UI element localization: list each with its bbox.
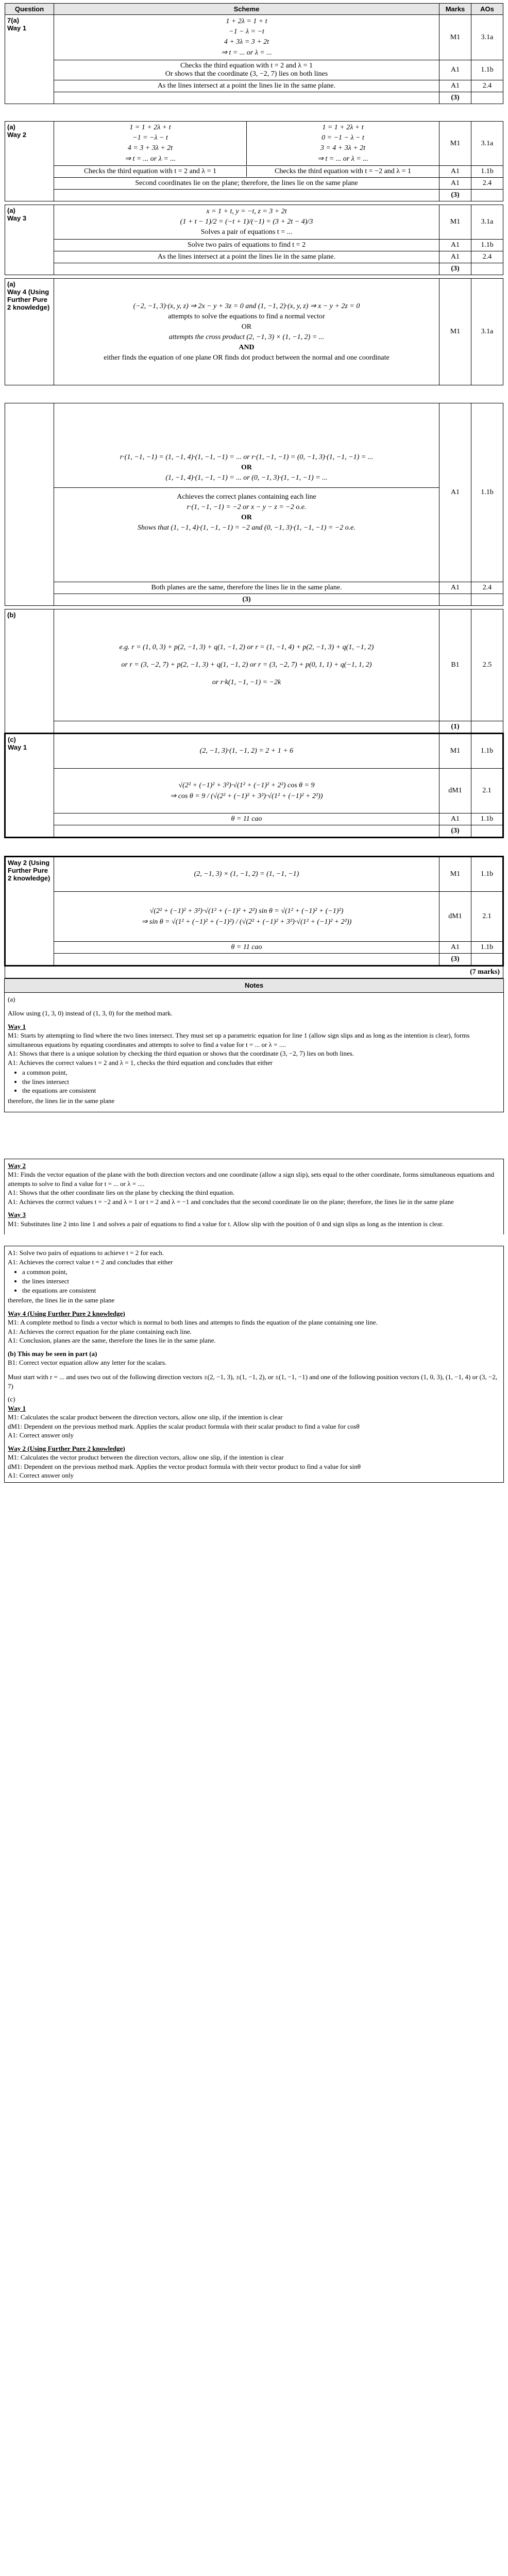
equation-line: or r·k(1, −1, −1) = −2k — [212, 679, 281, 686]
question-number: (a) — [7, 123, 15, 131]
mark-cell: M1 — [439, 857, 471, 892]
way-title: Way 1 — [8, 1022, 26, 1030]
total-marks: (3) — [439, 825, 471, 838]
ao-cell: 1.1b — [471, 240, 503, 251]
note-text: A1: Shows that there is a unique solution by checking the third equation or shows that the coordinate (3, −2, 7) lies on both lines. — [8, 1049, 354, 1058]
mark-scheme-page — [4, 3, 504, 1483]
scheme-cell — [54, 60, 439, 80]
equation-line: Achieves the correct planes containing each line — [177, 493, 316, 501]
ao-cell: 2.1 — [471, 769, 503, 814]
a-way1-row2 — [5, 60, 503, 80]
mark-cell: A1 — [439, 942, 471, 954]
note-text: A1: Achieves the correct value t = 2 and concludes that either — [8, 1258, 173, 1266]
scheme-text: As the lines intersect at a point the lines lie in the same plane. — [54, 251, 439, 263]
ao-cell: 3.1a — [471, 205, 503, 240]
mark-cell: dM1 — [439, 769, 471, 814]
mark-cell: A1 — [439, 814, 471, 825]
scheme-cell — [54, 15, 439, 60]
notes-continued-2 — [4, 1246, 504, 1483]
ao-cell: 2.1 — [471, 892, 503, 942]
right-equations — [246, 122, 439, 165]
empty-cell — [54, 190, 439, 201]
question-number: (a) — [7, 280, 15, 288]
a-way2-row3 — [5, 178, 503, 190]
note-text: M1: Substitutes line 2 into line 1 and solves a pair of equations to find a value for t. Allow slip with the position of 0 and sign slips as long as the intention is clear. — [8, 1219, 444, 1228]
empty-cell — [54, 92, 439, 104]
header-marks: Marks — [439, 4, 471, 15]
empty-cell — [471, 92, 503, 104]
equation-line: 1 + 2λ = 1 + t — [226, 18, 267, 25]
a-way4b-row2 — [5, 582, 503, 594]
scheme-cell — [54, 769, 439, 814]
a-way2-row1 — [5, 122, 503, 166]
empty-cell — [439, 594, 471, 606]
table-header — [5, 4, 503, 15]
ao-cell: 1.1b — [471, 942, 503, 954]
question-cell — [5, 205, 54, 275]
equation-line: √(2² + (−1)² + 3²)·√(1² + (−1)² + 2²) sin θ = √(1² + (−1)² + (−1)²) — [149, 907, 344, 915]
header-aos: AOs — [471, 4, 503, 15]
spacer — [5, 201, 503, 205]
c-way1-total — [5, 825, 503, 838]
equation-line: ⇒ t = ... or λ = ... — [317, 155, 368, 163]
mark-scheme-table — [4, 3, 504, 978]
spacer — [5, 385, 503, 403]
c-way1-row1 — [5, 734, 503, 769]
way-label: Way 1 — [8, 743, 27, 751]
empty-cell — [471, 263, 503, 275]
equation-line: 1 = 1 + 2λ + t — [322, 124, 364, 131]
equation-line: 0 = −1 − λ − t — [321, 134, 364, 142]
total-marks: (3) — [439, 92, 471, 104]
empty-question-cell — [5, 403, 54, 606]
part-label: (c) — [8, 1395, 15, 1403]
way-title: Way 2 (Using Further Pure 2 knowledge) — [8, 1444, 125, 1452]
ao-cell: 2.4 — [471, 80, 503, 92]
a-way3-row2 — [5, 240, 503, 251]
scheme-text: Second coordinates lie on the plane; therefore, the lines lie on the same plane — [54, 178, 439, 190]
c-way1-row2 — [5, 769, 503, 814]
a-way4b-total — [5, 594, 503, 606]
bullet-list — [22, 1068, 500, 1095]
left-equations — [54, 122, 246, 165]
list-item: • the lines intersect — [22, 1277, 500, 1286]
part-label: (a) — [8, 995, 15, 1003]
equation-line: Shows that (1, −1, 4)·(1, −1, −1) = −2 and (0, −1, 3)·(1, −1, −1) = −2 o.e. — [137, 523, 356, 532]
a-way3-row3 — [5, 251, 503, 263]
equation-line: (1, −1, 4)·(1, −1, −1) = ... or (0, −1, 3)·(1, −1, −1) = ... — [165, 473, 328, 482]
c-way2-row1 — [5, 857, 503, 892]
ao-cell: 3.1a — [471, 122, 503, 166]
note-text: M1: Starts by attempting to find where the two lines intersect. They must set up a parametric equation for line 1 (allow sign slips and as long as the intention is clear), forms simultaneous equations by equating coordinates and attempts to solve to find a value for t = ... or λ = .... — [8, 1031, 470, 1048]
way-title: Way 4 (Using Further Pure 2 knowledge) — [8, 1309, 125, 1317]
page-gap — [4, 1112, 504, 1159]
or-label: OR — [241, 463, 252, 471]
way-label: Way 2 — [7, 131, 27, 139]
way-title: Way 3 — [8, 1211, 26, 1219]
two-column-equations — [54, 122, 439, 165]
equation-line: (1 + t − 1)/2 = (−t + 1)/(−1) = (3 + 2t − 4)/3 — [180, 218, 313, 226]
ao-cell: 1.1b — [471, 166, 503, 178]
empty-cell — [54, 263, 439, 275]
a-way1-total — [5, 92, 503, 104]
empty-cell — [54, 825, 439, 838]
mark-cell: M1 — [439, 734, 471, 769]
mark-cell: A1 — [439, 582, 471, 594]
way-label: Way 1 — [7, 24, 27, 32]
ao-cell: 3.1a — [471, 279, 503, 385]
note-text: dM1: Dependent on the previous method mark. Applies the scalar product formula with their scalar product to find a value for cosθ — [8, 1422, 360, 1430]
empty-cell — [471, 190, 503, 201]
scheme-cell — [54, 403, 439, 582]
b-row1 — [5, 609, 503, 721]
question-cell: Way 2 (Using Further Pure 2 knowledge) — [5, 857, 54, 966]
check-left: Checks the third equation with t = 2 and λ = 1 — [83, 167, 217, 175]
equation-line: √(2² + (−1)² + 3²)·√(1² + (−1)² + 2²) cos θ = 9 — [178, 781, 315, 789]
equation-line: 1 = 1 + 2λ + t — [129, 124, 171, 131]
total-marks: (1) — [439, 721, 471, 734]
a-way2-total — [5, 190, 503, 201]
bullet-list — [22, 1267, 500, 1295]
equation-line: attempts to solve the equations to find a normal vector — [168, 312, 325, 320]
note-text: M1: Calculates the vector product between the direction vectors, allow one slip, if the intention is clear — [8, 1453, 284, 1462]
equation-line: e.g. r = (1, 0, 3) + p(2, −1, 3) + q(1, −1, 2) or r = (1, −1, 4) + p(2, −1, 3) + q(1, −1, 2) — [119, 643, 374, 651]
total-marks: (3) — [439, 263, 471, 275]
way-title: Way 1 — [8, 1404, 26, 1412]
equation-line: x = 1 + t, y = −t, z = 3 + 2t — [206, 208, 287, 215]
mark-cell: M1 — [439, 205, 471, 240]
scheme-cell — [54, 122, 439, 166]
c-way1-row3 — [5, 814, 503, 825]
empty-cell — [54, 721, 439, 734]
mark-cell: A1 — [439, 403, 471, 582]
scheme-cell — [54, 892, 439, 942]
c-way2-total — [5, 954, 503, 966]
scheme-text: Both planes are the same, therefore the lines lie in the same plane. — [54, 582, 439, 594]
ao-cell: 1.1b — [471, 814, 503, 825]
empty-cell — [471, 594, 503, 606]
equation-line: θ = 11 cao — [54, 942, 439, 954]
equation-line: ⇒ t = ... or λ = ... — [125, 155, 176, 163]
or-label: OR — [241, 323, 252, 331]
equation-line: (2, −1, 3) × (1, −1, 2) = (1, −1, −1) — [54, 857, 439, 892]
equation-line: (−2, −1, 3)·(x, y, z) ⇒ 2x − y + 3z = 0 and (1, −1, 2)·(x, y, z) ⇒ x − y + 2z = 0 — [133, 302, 360, 310]
total-marks: (3) — [54, 594, 439, 606]
question-cell — [5, 734, 54, 838]
equation-line: ⇒ t = ... or λ = ... — [221, 49, 272, 57]
scheme-text: Solve two pairs of equations to find t = 2 — [54, 240, 439, 251]
a-way1-row1 — [5, 15, 503, 60]
list-item: • the equations are consistent — [22, 1286, 500, 1295]
empty-cell — [471, 954, 503, 966]
ao-cell: 1.1b — [471, 403, 503, 582]
c-way2-row2 — [5, 892, 503, 942]
ao-cell: 2.4 — [471, 178, 503, 190]
equation-line: 4 = 3 + 3λ + 2t — [127, 144, 173, 152]
scheme-cell — [54, 205, 439, 240]
grand-total: (7 marks) — [5, 966, 503, 978]
note-text: dM1: Dependent on the previous method mark. Applies the vector product formula with their vector product to find a value for sinθ — [8, 1462, 361, 1470]
question-cell — [5, 15, 54, 104]
scheme-text: Or shows that the coordinate (3, −2, 7) lies on both lines — [165, 70, 328, 78]
scheme-text: As the lines intersect at a point the lines lie in the same plane. — [54, 80, 439, 92]
total-marks: (3) — [439, 190, 471, 201]
scheme-cell — [54, 609, 439, 721]
empty-cell — [471, 825, 503, 838]
note-text: A1: Conclusion, planes are the same, therefore the lines lie in the same plane. — [8, 1336, 216, 1345]
header-question: Question — [5, 4, 54, 15]
header-scheme: Scheme — [54, 4, 439, 15]
total-marks: (3) — [439, 954, 471, 966]
question-cell — [5, 279, 54, 385]
mark-cell: M1 — [439, 15, 471, 60]
note-text: M1: A complete method to finds a vector which is normal to both lines and attempts to finds the equation of the plane containing one line. — [8, 1318, 378, 1327]
equation-line: or r = (3, −2, 7) + p(2, −1, 3) + q(1, −1, 2) or r = (3, −2, 7) + p(0, 1, 1) + q(−1, 1, 2) — [121, 661, 372, 669]
equation-line: either finds the equation of one plane OR finds dot product between the normal and one coordinate — [104, 353, 390, 362]
empty-cell — [54, 954, 439, 966]
mark-cell: dM1 — [439, 892, 471, 942]
note-text: therefore, the lines lie in the same plane — [8, 1097, 115, 1105]
c-way2-row3 — [5, 942, 503, 954]
ao-cell: 2.5 — [471, 609, 503, 721]
a-way1-row3 — [5, 80, 503, 92]
way-label: Way 4 (Using Further Pure 2 knowledge) — [7, 288, 50, 311]
question-number: (b) — [5, 609, 54, 734]
grand-total-row — [5, 966, 503, 978]
b-total — [5, 721, 503, 734]
note-text: A1: Achieves the correct values t = 2 and λ = 1, checks the third equation and concludes that either — [8, 1058, 273, 1066]
way-label: Way 3 — [7, 214, 27, 222]
note-text: A1: Correct answer only — [8, 1471, 74, 1480]
mark-cell: A1 — [439, 80, 471, 92]
page-gap — [4, 1234, 504, 1246]
note-text: Must start with r = ... and uses two out of the following direction vectors ±(2, −1, 3), ±(1, −1, 2), or ±(1, −1, −1) and one of the following position vectors (1, 0, 3), (1, −1, 4) or (3, −2, 7) — [8, 1372, 498, 1390]
equation-line: r·(1, −1, −1) = (1, −1, 4)·(1, −1, −1) = ... or r·(1, −1, −1) = (0, −1, 3)·(1, −1, −1) = ... — [120, 453, 374, 461]
ao-cell: 1.1b — [471, 857, 503, 892]
empty-cell — [471, 721, 503, 734]
note-text: A1: Achieves the correct equation for the plane containing each line. — [8, 1327, 192, 1335]
equation-line: 3 = 4 + 3λ + 2t — [320, 144, 366, 152]
ao-cell: 2.4 — [471, 251, 503, 263]
mark-cell: B1 — [439, 609, 471, 721]
note-text: Allow using (1, 3, 0) instead of (1, 3, 0) for the method mark. — [8, 1009, 173, 1018]
part-title: (b) This may be seen in part (a) — [8, 1349, 97, 1358]
notes-section — [4, 978, 504, 1112]
ao-cell: 2.4 — [471, 582, 503, 594]
note-text: A1: Solve two pairs of equations to achieve t = 2 for each. — [8, 1249, 164, 1257]
note-text: A1: Achieves the correct values t = −2 and λ = 1 or t = 2 and λ = −1 and concludes that the second coordinate lie on the plane; therefore, the lines lie in the same plane — [8, 1197, 454, 1206]
notes-continued — [4, 1159, 504, 1235]
spacer — [5, 104, 503, 122]
a-way4-row1 — [5, 279, 503, 385]
scheme-cell — [54, 166, 439, 178]
mark-cell: M1 — [439, 122, 471, 166]
notes-title: Notes — [5, 979, 503, 993]
and-label: AND — [239, 343, 255, 351]
mark-cell: A1 — [439, 251, 471, 263]
note-text: A1: Shows that the other coordinate lies on the plane by checking the third equation. — [8, 1189, 235, 1197]
mark-cell: A1 — [439, 240, 471, 251]
spacer — [5, 606, 503, 609]
equation-line: r·(1, −1, −1) = −2 or x − y − z = −2 o.e. — [187, 503, 307, 511]
question-number: (a) — [7, 207, 15, 214]
note-text: A1: Correct answer only — [8, 1431, 74, 1439]
note-text: B1: Correct vector equation allow any letter for the scalars. — [8, 1359, 167, 1367]
scheme-text: Checks the third equation with t = 2 and λ = 1 — [180, 62, 313, 70]
equation-line: 4 + 3λ = 3 + 2t — [224, 38, 269, 46]
check-right: Checks the third equation with t = −2 and λ = 1 — [246, 166, 439, 177]
or-label: OR — [241, 513, 252, 521]
equation-line: −1 − λ = −t — [229, 28, 264, 36]
equation-line: −1 = −λ − t — [132, 134, 168, 142]
equation-line: (2, −1, 3)·(1, −1, 2) = 2 + 1 + 6 — [54, 734, 439, 769]
note-text: M1: Finds the vector equation of the plane with the both direction vectors and one coordinate (allow a sign slip), sets equal to the other coordinate, forms simultaneous equations and attempts to solve to find a value for t = ... or λ = .... — [8, 1171, 495, 1188]
list-item: • the lines intersect — [22, 1077, 500, 1087]
list-item: • a common point, — [22, 1267, 500, 1277]
equation-line: ⇒ cos θ = 9 / (√(2² + (−1)² + 3²)·√(1² + (−1)² + 2²)) — [170, 792, 323, 800]
equation-line: Solves a pair of equations t = ... — [200, 228, 293, 236]
equation-line: ⇒ sin θ = √(1² + (−1)² + (−1)²) / (√(2² + (−1)² + 3²)·√(1² + (−1)² + 2²)) — [141, 918, 352, 926]
question-number: (c) — [8, 736, 16, 743]
equation-line: attempts the cross product (2, −1, 3) × (1, −1, 2) = ... — [168, 333, 325, 341]
mark-cell: M1 — [439, 279, 471, 385]
mark-cell: A1 — [439, 60, 471, 80]
a-way4b-row1 — [5, 403, 503, 582]
ao-cell: 1.1b — [471, 734, 503, 769]
mark-cell: A1 — [439, 178, 471, 190]
scheme-cell — [54, 279, 439, 385]
question-number: 7(a) — [7, 16, 20, 24]
a-way3-total — [5, 263, 503, 275]
question-cell — [5, 122, 54, 201]
a-way2-row2 — [5, 166, 503, 178]
equation-line: θ = 11 cao — [54, 814, 439, 825]
two-column-checks — [54, 166, 439, 177]
mark-cell: A1 — [439, 166, 471, 178]
way-title: Way 2 — [8, 1161, 26, 1170]
spacer — [5, 275, 503, 279]
ao-cell: 3.1a — [471, 15, 503, 60]
note-text: M1: Calculates the scalar product between the direction vectors, allow one slip, if the intention is clear — [8, 1413, 283, 1421]
note-text: therefore, the lines lie in the same plane — [8, 1296, 115, 1304]
spacer — [5, 838, 503, 857]
a-way3-row1 — [5, 205, 503, 240]
list-item: • the equations are consistent — [22, 1086, 500, 1095]
list-item: • a common point, — [22, 1068, 500, 1077]
ao-cell: 1.1b — [471, 60, 503, 80]
